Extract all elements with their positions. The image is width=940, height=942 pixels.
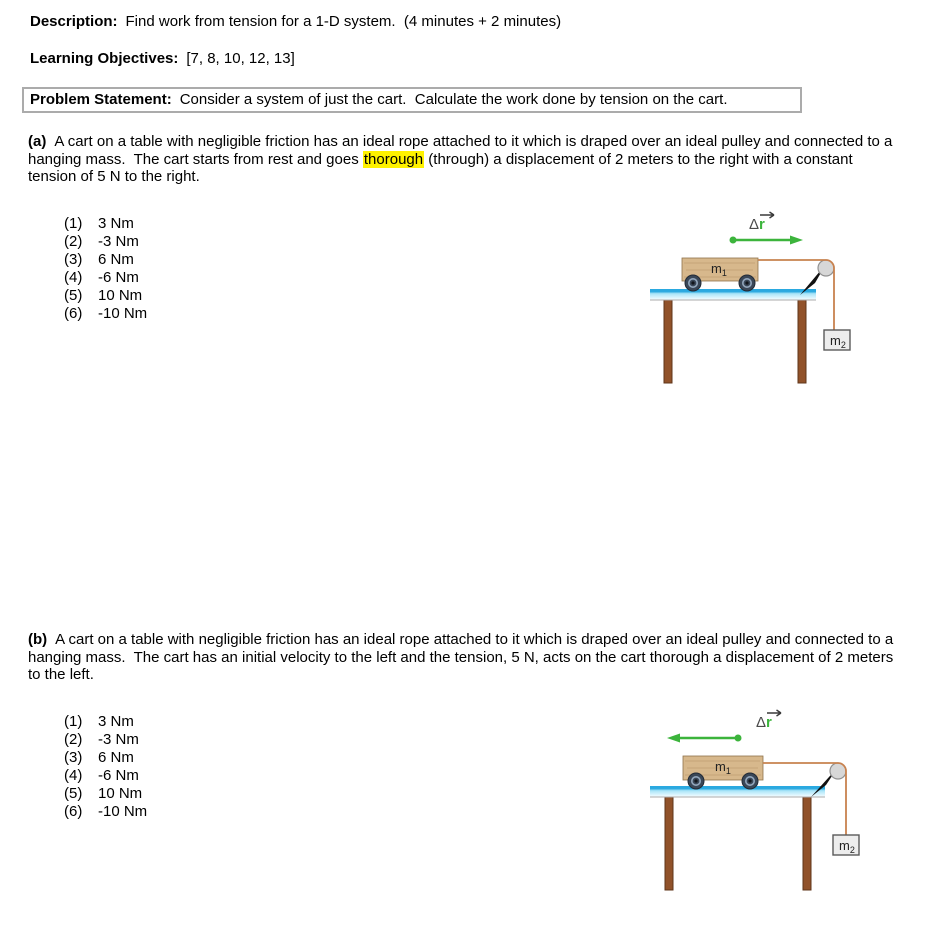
choice-value: 6 Nm xyxy=(98,748,134,766)
cart xyxy=(682,258,758,291)
table-leg-right xyxy=(803,797,811,890)
learning-objectives-line xyxy=(30,50,910,68)
description-line xyxy=(30,13,910,31)
choice-number: (2) xyxy=(64,232,83,250)
choice-number: (1) xyxy=(64,713,83,730)
displacement-arrow-left-icon xyxy=(667,734,742,743)
choice-number: (6) xyxy=(64,802,83,820)
hanging-mass-label: $m_2$ xyxy=(839,838,855,855)
choice-value: -10 Nm xyxy=(98,304,148,322)
table-leg-right xyxy=(798,300,806,383)
hanging-mass-label: $m_2$ xyxy=(830,333,846,350)
objectives-label: Learning Objectives: xyxy=(30,50,179,67)
r-symbol: r xyxy=(766,714,772,731)
choice-row xyxy=(64,233,147,251)
choice-value: -6 Nm xyxy=(98,766,139,784)
hanging-mass xyxy=(824,330,850,350)
part-b-choices xyxy=(64,713,147,820)
choice-row xyxy=(64,731,147,749)
part-b-label: (b) xyxy=(28,631,48,648)
part-a-choices xyxy=(64,215,147,322)
cart-mass-label: $m_1$ xyxy=(711,261,727,278)
cart xyxy=(683,756,763,789)
choice-row xyxy=(64,803,147,821)
cart-wheel-left xyxy=(685,275,701,291)
table-leg-left xyxy=(665,797,673,890)
part-a-paragraph xyxy=(28,133,904,186)
choice-row xyxy=(64,287,147,305)
choice-row xyxy=(64,785,147,803)
choice-row xyxy=(64,767,147,785)
hanging-mass xyxy=(833,835,859,855)
arrow-head xyxy=(790,236,803,245)
cart-wheel-left xyxy=(688,773,704,789)
arrow-head xyxy=(667,734,680,743)
choice-number: (2) xyxy=(64,730,83,748)
cart-mass-label: $m_1$ xyxy=(715,759,731,776)
part-a-text-after: (through) a displacement of 2 meters to the right with a constant tension of 5 N to the right. xyxy=(28,150,857,186)
choice-value: 3 Nm xyxy=(98,713,134,730)
choice-number: (3) xyxy=(64,250,83,268)
choice-value: 10 Nm xyxy=(98,784,143,802)
problem-statement-label: Problem Statement: xyxy=(30,91,172,108)
choice-row xyxy=(64,305,147,323)
choice-number: (3) xyxy=(64,748,83,766)
part-a-label: (a) xyxy=(28,133,47,150)
part-b-text: A cart on a table with negligible friction has an ideal rope attached to it which is draped over an ideal pulley and connected to a hanging mass. The cart has an initial velocity to the left and the tension, 5 N, acts on the cart thorough a displacement of 2 meters to the left. xyxy=(28,631,898,684)
choice-row xyxy=(64,269,147,287)
delta-r-label xyxy=(756,710,781,731)
table-top xyxy=(650,786,825,797)
choice-number: (5) xyxy=(64,784,83,802)
svg-text:Δr xyxy=(749,216,765,233)
problem-statement-box xyxy=(22,87,802,113)
diagram-part-b xyxy=(645,700,881,892)
choice-value: 6 Nm xyxy=(98,250,134,268)
part-a-text-before: A cart on a table with negligible friction has an ideal rope attached to it which is draped over an ideal pulley and connected to a hanging mass. The cart starts from rest and goes xyxy=(28,133,897,168)
description-label: Description: xyxy=(30,13,118,30)
choice-number: (1) xyxy=(64,215,83,232)
diagram-part-a xyxy=(645,207,877,387)
choice-number: (4) xyxy=(64,766,83,784)
choice-value: 10 Nm xyxy=(98,286,143,304)
svg-text:Δr xyxy=(756,714,772,731)
choice-row xyxy=(64,215,147,233)
problem-statement-text: Consider a system of just the cart. Calculate the work done by tension on the cart. xyxy=(179,91,728,108)
cart-wheel-right xyxy=(742,773,758,789)
choice-number: (4) xyxy=(64,268,83,286)
delta-r-label xyxy=(749,212,774,233)
choice-row xyxy=(64,749,147,767)
part-a-highlighted-word: thorough xyxy=(363,150,424,168)
table-top xyxy=(650,289,816,300)
delta-symbol: Δ xyxy=(749,216,760,233)
choice-value: -3 Nm xyxy=(98,730,139,748)
choice-row xyxy=(64,713,147,731)
description-text: Find work from tension for a 1-D system. (4 minutes + 2 minutes) xyxy=(125,13,562,30)
choice-value: -10 Nm xyxy=(98,802,148,820)
choice-number: (6) xyxy=(64,304,83,322)
delta-symbol: Δ xyxy=(756,714,767,731)
displacement-arrow-right-icon xyxy=(730,236,804,245)
part-b-paragraph xyxy=(28,631,908,684)
table-leg-left xyxy=(664,300,672,383)
choice-row xyxy=(64,251,147,269)
choice-value: -3 Nm xyxy=(98,232,139,250)
choice-number: (5) xyxy=(64,286,83,304)
choice-value: 3 Nm xyxy=(98,215,134,232)
objectives-text: [7, 8, 10, 12, 13] xyxy=(186,50,295,67)
r-symbol: r xyxy=(759,216,765,233)
cart-wheel-right xyxy=(739,275,755,291)
choice-value: -6 Nm xyxy=(98,268,139,286)
